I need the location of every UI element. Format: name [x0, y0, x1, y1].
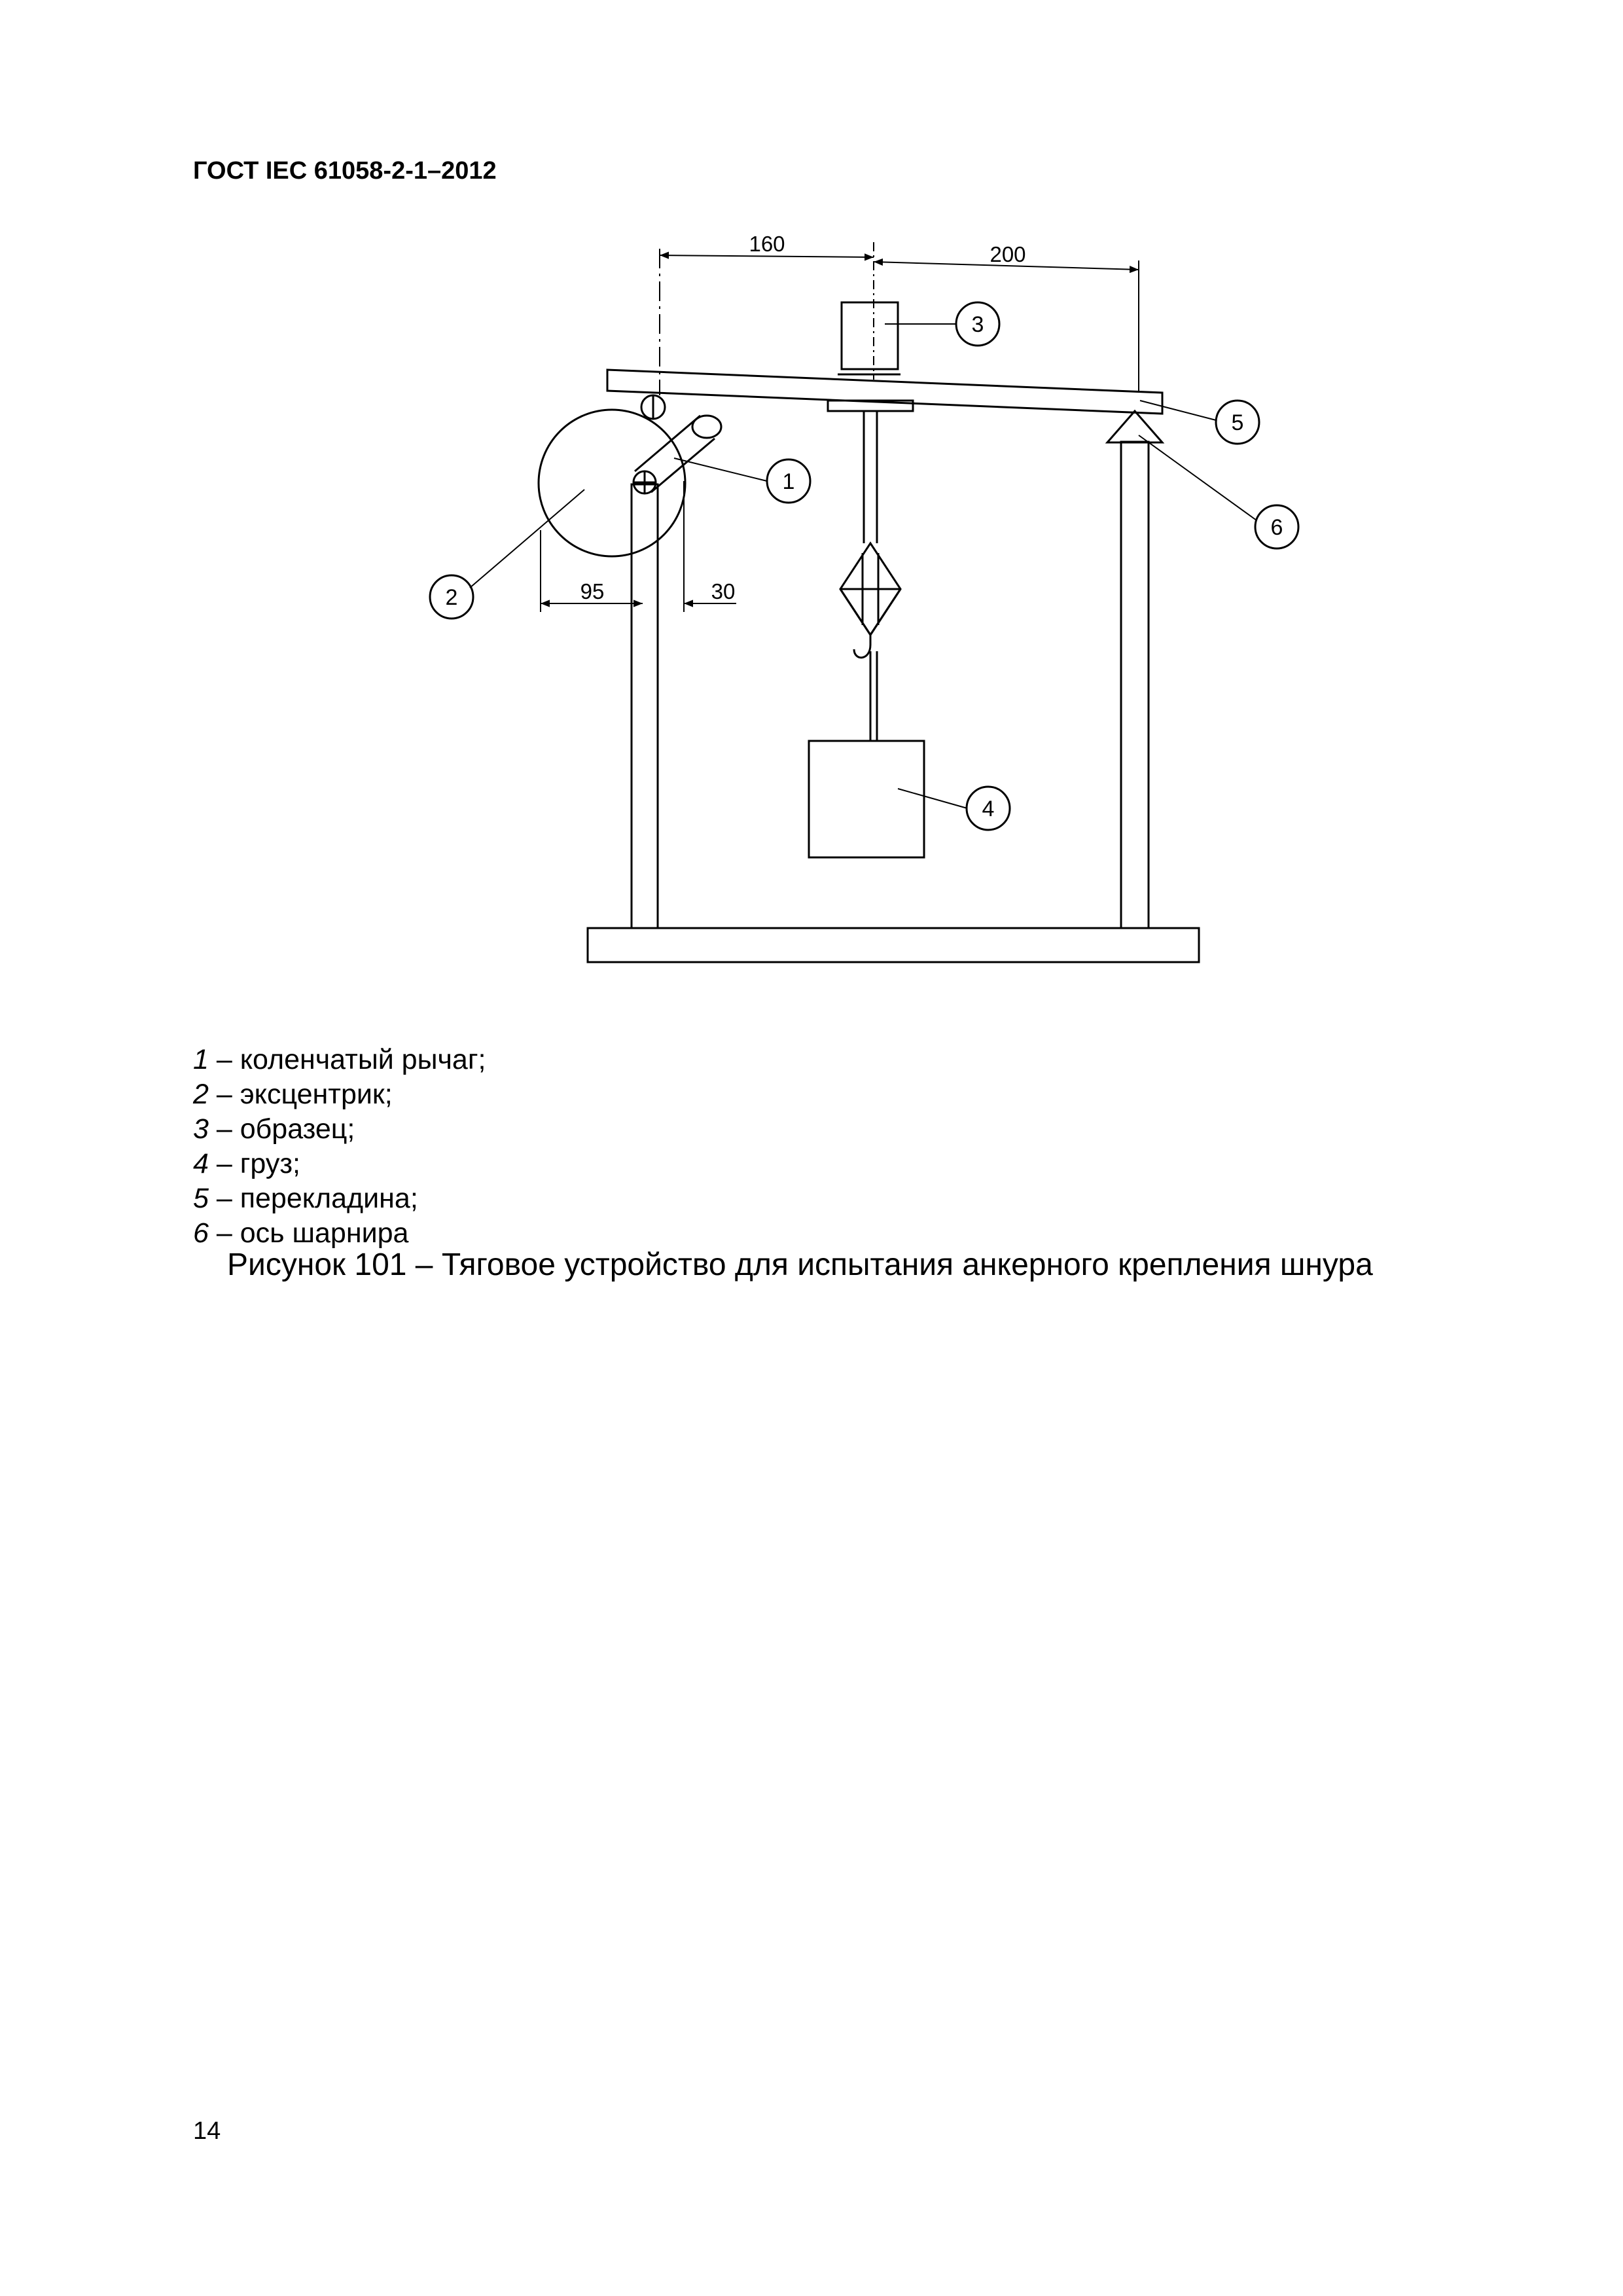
- legend-text: – коленчатый рычаг;: [208, 1044, 486, 1075]
- callout-1-label: 1: [782, 469, 795, 494]
- callout-6-label: 6: [1270, 515, 1283, 540]
- callout-3-label: 3: [971, 312, 984, 337]
- legend-item: [193, 1216, 486, 1251]
- callout-4-label: 4: [982, 797, 995, 821]
- hinge-axis: [1107, 411, 1162, 442]
- legend-item: [193, 1077, 486, 1112]
- weight: [809, 741, 924, 857]
- base-plate: [588, 928, 1199, 962]
- crank-lever: [635, 416, 700, 471]
- callout-5-label: 5: [1231, 410, 1244, 435]
- legend-number: 5: [193, 1183, 209, 1214]
- legend-item: [193, 1181, 486, 1216]
- figure-101-drawing: [0, 0, 1623, 995]
- dimension-200: 200: [990, 242, 1026, 266]
- dimension-160: 160: [749, 232, 785, 256]
- legend-text: – образец;: [208, 1113, 355, 1145]
- legend-item: [193, 1112, 486, 1147]
- legend-text: – перекладина;: [208, 1183, 418, 1214]
- figure-legend: [193, 1043, 486, 1251]
- right-column: [1121, 442, 1149, 928]
- legend-number: 1: [193, 1044, 209, 1075]
- dimension-95: 95: [580, 579, 605, 603]
- document-header: ГОСТ IEC 61058-2-1–2012: [193, 157, 497, 185]
- legend-number: 3: [193, 1113, 209, 1145]
- legend-number: 4: [193, 1148, 209, 1179]
- legend-text: – груз;: [208, 1148, 301, 1179]
- dimension-30: 30: [711, 579, 736, 603]
- traction-device-diagram: [0, 0, 1623, 995]
- page-number: 14: [193, 2117, 221, 2145]
- legend-text: – эксцентрик;: [208, 1079, 393, 1110]
- legend-number: 2: [193, 1079, 209, 1110]
- legend-text: – ось шарнира: [208, 1217, 409, 1249]
- left-column: [632, 484, 658, 928]
- crossbar: [607, 370, 1162, 414]
- legend-number: 6: [193, 1217, 209, 1249]
- legend-item: [193, 1043, 486, 1077]
- callout-2-label: 2: [445, 585, 458, 610]
- legend-item: [193, 1147, 486, 1181]
- figure-caption: Рисунок 101 – Тяговое устройство для испытания анкерного крепления шнура: [227, 1247, 1373, 1282]
- sample: [842, 302, 898, 369]
- hook: [854, 635, 870, 741]
